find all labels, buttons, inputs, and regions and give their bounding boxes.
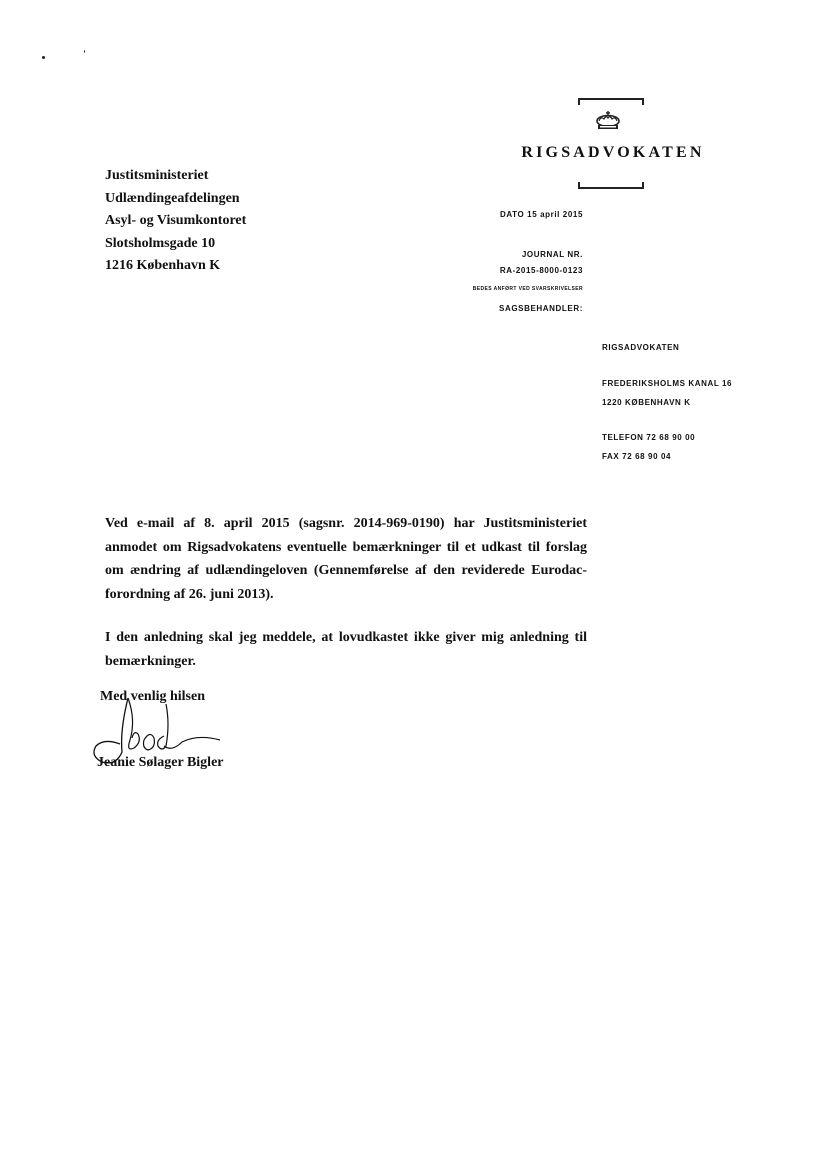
body-paragraph: I den anledning skal jeg meddele, at lovudkastet ikke giver mig anledning til bemærkninger.: [105, 630, 587, 669]
letter-date: DATO 15 april 2015: [500, 210, 583, 219]
sender-phone: TELEFON 72 68 90 00: [602, 433, 696, 442]
case-handler-label: SAGSBEHANDLER:: [499, 304, 583, 313]
logo-bracket-bottom: [578, 182, 644, 189]
body-paragraph: Ved e-mail af 8. april 2015 (sagsnr. 2014-969-0190) har Justitsministeriet anmodet om Rigsadvokatens eventuelle bemærkninger til et udkast til forslag om ændring af udlændingeloven (Gennemførelse af den reviderede Eurodac-forordning af 26. juni 2013).: [105, 516, 587, 602]
letterhead-logo: [493, 96, 733, 196]
letterhead-title: RIGSADVOKATEN: [521, 144, 705, 161]
logo-bracket-top: [578, 98, 644, 105]
recipient-line: Slotsholmsgade 10: [105, 235, 216, 251]
sender-name: RIGSADVOKATEN: [602, 343, 680, 352]
sender-street: FREDERIKSHOLMS KANAL 16: [602, 379, 733, 388]
journal-label: JOURNAL NR.: [521, 250, 583, 259]
signer-name: Jeanie Sølager Bigler: [97, 755, 224, 770]
crown-icon: [593, 110, 623, 132]
sender-city: 1220 KØBENHAVN K: [602, 398, 691, 407]
recipient-line: 1216 København K: [105, 258, 221, 273]
closing-salutation: Med venlig hilsen: [100, 689, 206, 704]
journal-number: RA-2015-8000-0123: [499, 266, 583, 275]
recipient-line: Justitsministeriet: [105, 168, 209, 183]
reference-note: BEDES ANFØRT VED SVARSKRIVELSER: [472, 286, 583, 292]
recipient-line: Asyl- og Visumkontoret: [105, 213, 247, 228]
recipient-line: Udlændingeafdelingen: [105, 190, 240, 206]
sender-fax: FAX 72 68 90 04: [602, 452, 672, 461]
scan-speck: [84, 50, 85, 53]
scan-speck: [42, 56, 45, 59]
recipient-address: [105, 165, 246, 278]
